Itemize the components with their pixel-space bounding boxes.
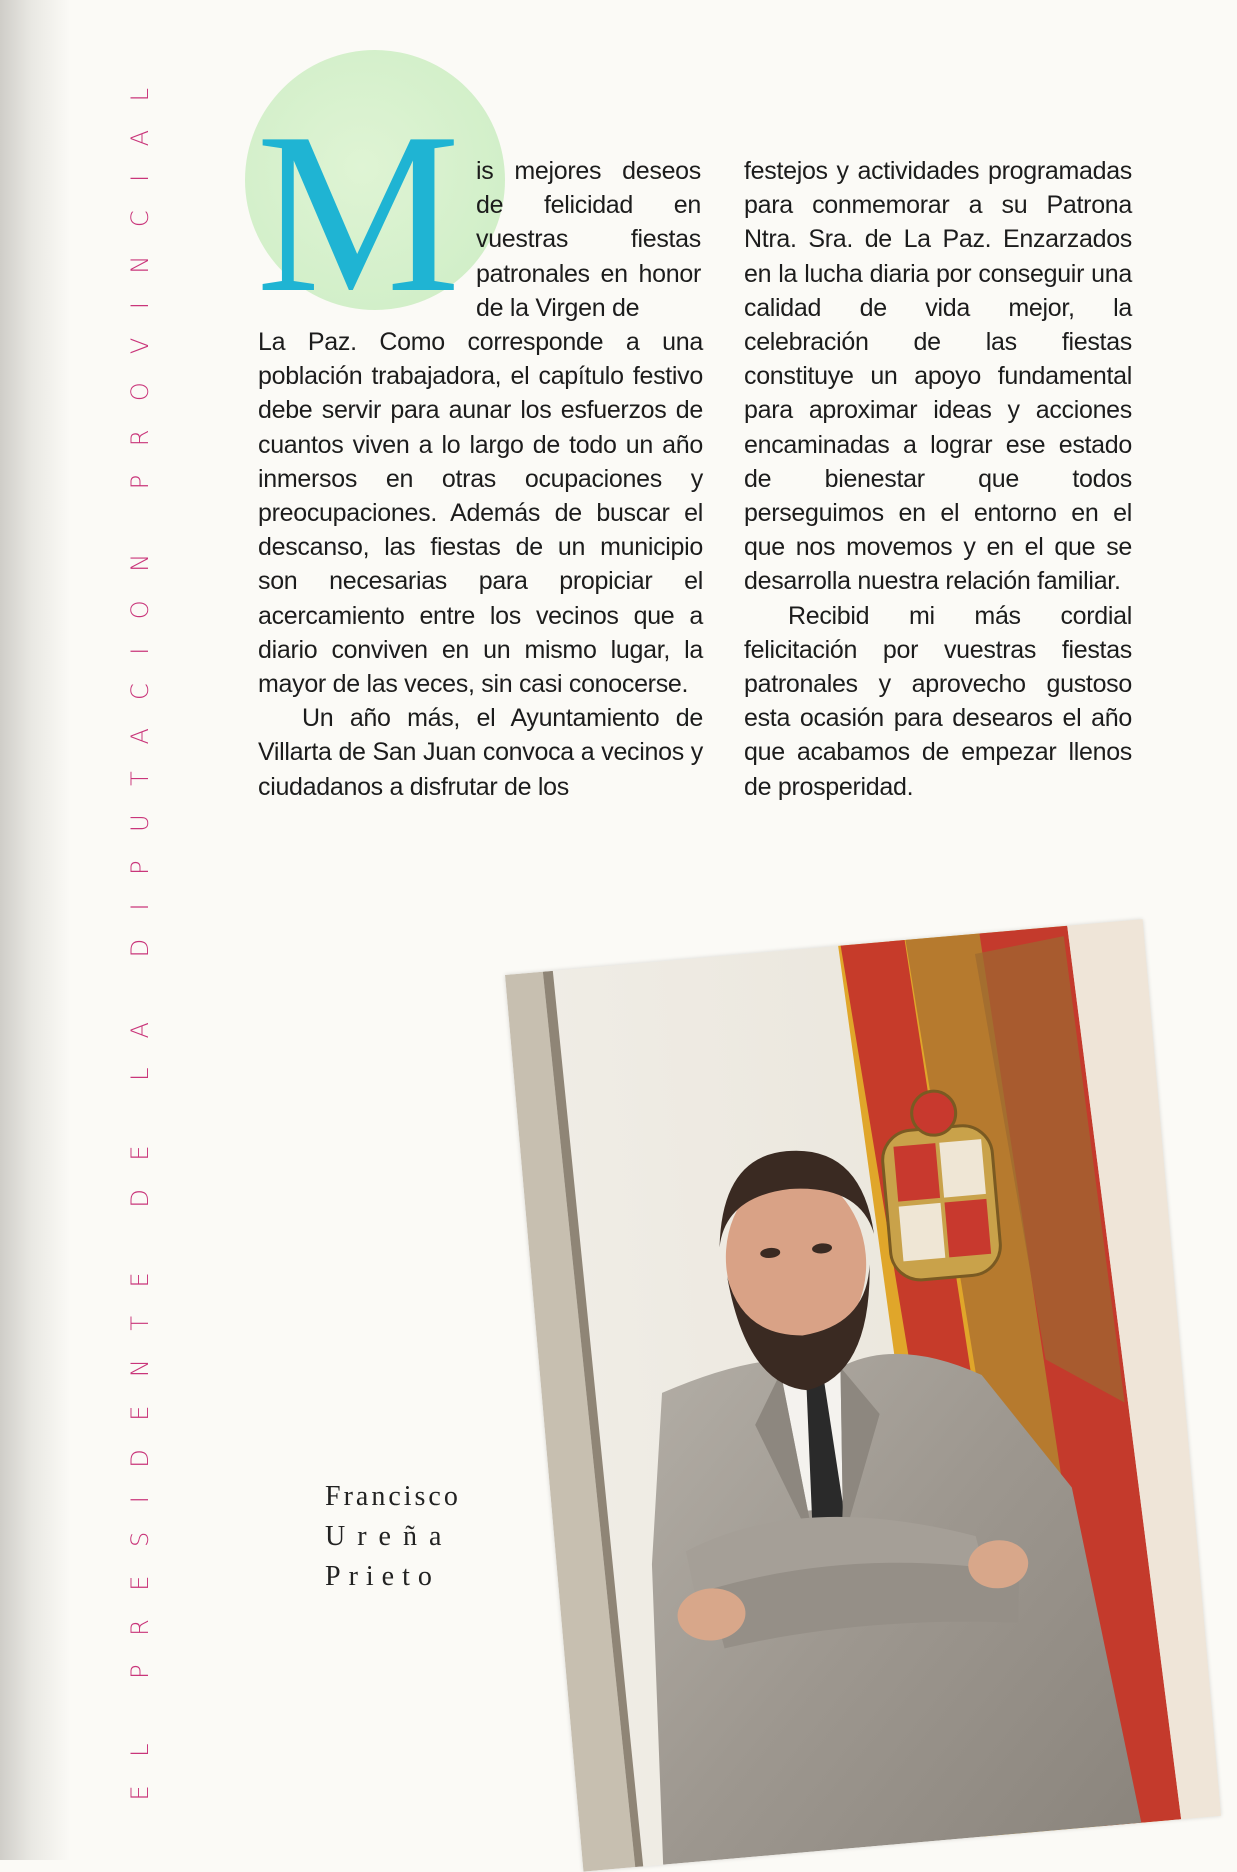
paragraph-3: Recibid mi más cordial felicitación por vuestras fiestas patronales y aprovecho gustoso esta ocasión para desearos el año que acabamos de empezar llenos de prosperidad.: [744, 601, 1132, 801]
vertical-section-title: EL PRESIDENTE DE LA DIPUTACION PROVINCIAL: [126, 59, 154, 1801]
article-lead-lines: [476, 154, 701, 325]
drop-cap-letter: M: [256, 85, 461, 340]
paragraph-2: Un año más, el Ayuntamiento de Villarta de San Juan convoca a vecinos y ciudadanos a disfrutar de los: [258, 704, 703, 801]
portrait-photo: [505, 919, 1221, 1871]
signature-first-name: Francisco: [325, 1481, 461, 1512]
paragraph-2-continued: festejos y actividades programadas para conmemorar a su Patrona Ntra. Sra. de La Paz. Enzarzados en la lucha diaria por conseguir una calidad de vida mejor, la celebración de las fiestas constituye un apoyo fundamental para aproximar ideas y acciones encaminadas a lograr ese estado de bienestar que todos perseguimos en el entorno en el que nos movemos y en el que se desarrolla nuestra relación familiar.: [744, 157, 1132, 596]
signature-surname-1: Ureña: [325, 1521, 454, 1552]
article-column-1: [258, 325, 703, 804]
lead-paragraph-start: is mejores deseos de felicidad en vuestras fiestas patronales en honor de la Virgen de: [476, 157, 701, 322]
signature-block: [325, 1477, 461, 1597]
page-binding-shadow: [0, 0, 70, 1860]
paragraph-1-continued: La Paz. Como corresponde a una población trabajadora, el capítulo festivo debe servir para aunar los esfuerzos de cuantos viven a lo largo de todo un año inmersos en otras ocupaciones y preocupaciones. Además de buscar el descanso, las fiestas de un municipio son necesarias para propiciar el acercamiento entre los vecinos que a diario conviven en un mismo lugar, la mayor de las veces, sin casi conocerse.: [258, 328, 703, 699]
signature-surname-2: Prieto: [325, 1561, 440, 1592]
article-column-2: [744, 154, 1132, 804]
portrait-illustration: [505, 919, 1221, 1871]
